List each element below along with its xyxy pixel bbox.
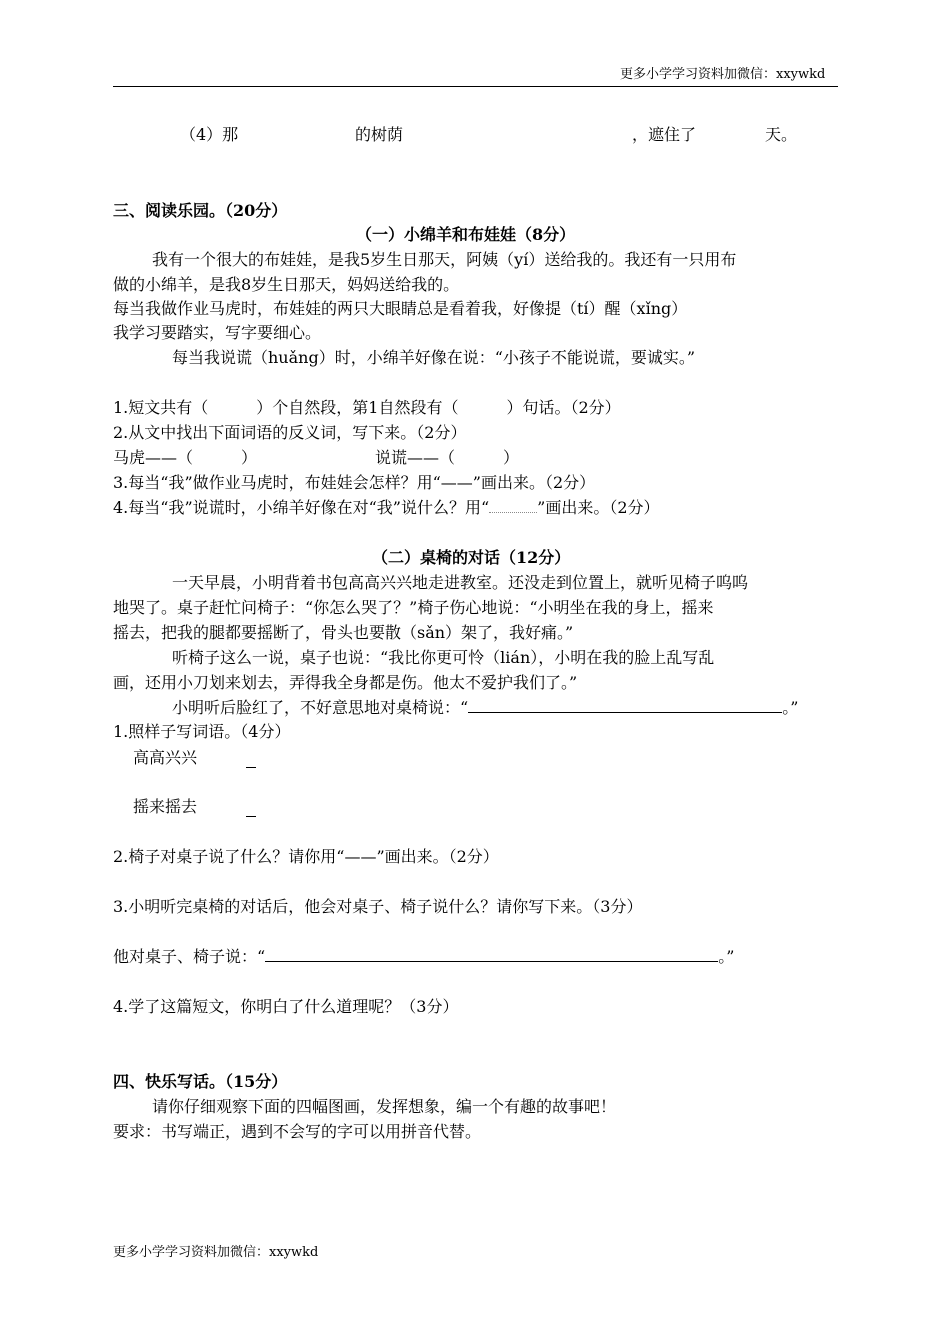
passage2-p2-line1: 听椅子这么一说，桌子也说：“我比你更可怜（lián），小明在我的脸上乱写乱 [172, 648, 715, 667]
passage1-question-3: 3.每当“我”做作业马虎时，布娃娃会怎样？用“——”画出来。（2分） [113, 473, 596, 492]
passage1-p2-line2: 我学习要踏实，写字要细心。 [113, 323, 322, 342]
passage2-p1-line3: 摇去，把我的腿都要摇断了，骨头也要散（sǎn）架了，我好痛。” [113, 623, 574, 642]
passage2-p3-part-b: 。” [782, 698, 799, 717]
passage2-p1-line2: 地哭了。桌子赶忙问椅子：“你怎么哭了？”椅子伤心地说：“小明坐在我的身上，摇来 [113, 598, 714, 617]
section4-title: 四、快乐写话。（15分） [113, 1072, 288, 1091]
passage1-title: （一）小绵羊和布娃娃（8分） [356, 225, 576, 244]
wavy-underline-mark [489, 504, 537, 513]
passage1-question-2: 2.从文中找出下面词语的反义词，写下来。（2分） [113, 423, 467, 442]
header-note: 更多小学学习资料加微信：xxywkd [620, 67, 826, 82]
section4-requirement: 要求：书写端正，遇到不会写的字可以用拼音代替。 [113, 1122, 482, 1141]
word-example-2: 摇来摇去 [133, 797, 198, 816]
passage1-question-1: 1.短文共有（ ）个自然段，第1自然段有（ ）句话。（2分） [113, 398, 621, 417]
word-blank-1[interactable] [246, 766, 256, 768]
passage2-p3 [172, 698, 798, 717]
passage2-question-1: 1.照样子写词语。（4分） [113, 722, 291, 741]
answer-blank-line[interactable] [468, 711, 782, 713]
fill-item-4-part-a: （4）那 [180, 125, 239, 144]
passage1-p1-line2: 做的小绵羊，是我8岁生日那天，妈妈送给我的。 [113, 275, 460, 294]
answer-blank-line[interactable] [265, 960, 718, 962]
passage2-question-2: 2.椅子对桌子说了什么？请你用“——”画出来。（2分） [113, 847, 499, 866]
section3-title: 三、阅读乐园。（20分） [113, 201, 288, 220]
passage2-p2-line2: 画，还用小刀划来划去，弄得我全身都是伤。他太不爱护我们了。” [113, 673, 578, 692]
passage1-p1-line1: 我有一个很大的布娃娃，是我5岁生日那天，阿姨（yí）送给我的。我还有一只用布 [152, 250, 737, 269]
answer-prefix: 他对桌子、椅子说：“ [113, 947, 266, 966]
header-rule [113, 86, 838, 87]
passage1-question-4-part-a: 4.每当“我”说谎时，小绵羊好像在对“我”说什么？用“ [113, 498, 490, 517]
passage1-question-2-item-b: 说谎——（ ） [375, 448, 520, 467]
passage1-p2-line1: 每当我做作业马虎时，布娃娃的两只大眼睛总是看着我，好像提（tí）醒（xǐng） [113, 299, 688, 318]
passage2-question-3-answer [113, 947, 734, 966]
word-blank-2[interactable] [246, 815, 256, 817]
footer-note: 更多小学学习资料加微信：xxywkd [113, 1245, 319, 1260]
fill-item-4-part-b: 的树荫 [355, 125, 404, 144]
passage2-question-3: 3.小明听完桌椅的对话后，他会对桌子、椅子说什么？请你写下来。（3分） [113, 897, 643, 916]
passage1-p3: 每当我说谎（huǎng）时，小绵羊好像在说：“小孩子不能说谎，要诚实。” [172, 348, 696, 367]
passage1-question-2-item-a: 马虎——（ ） [113, 448, 258, 467]
fill-item-4-part-c: ，遮住了 [632, 125, 697, 144]
passage2-title: （二）桌椅的对话（12分） [372, 548, 571, 567]
word-example-1: 高高兴兴 [133, 748, 198, 767]
passage1-question-4 [113, 498, 660, 517]
answer-suffix: 。” [718, 947, 735, 966]
passage2-p1-line1: 一天早晨，小明背着书包高高兴兴地走进教室。还没走到位置上，就听见椅子呜呜 [172, 573, 749, 592]
passage2-p3-part-a: 小明听后脸红了，不好意思地对桌椅说：“ [172, 698, 469, 717]
section4-instruction: 请你仔细观察下面的四幅图画，发挥想象，编一个有趣的故事吧！ [152, 1097, 617, 1116]
passage1-question-4-part-b: ”画出来。（2分） [537, 498, 660, 517]
fill-item-4-part-d: 天。 [765, 125, 798, 144]
passage2-question-4: 4.学了这篇短文，你明白了什么道理呢？（3分） [113, 997, 459, 1016]
